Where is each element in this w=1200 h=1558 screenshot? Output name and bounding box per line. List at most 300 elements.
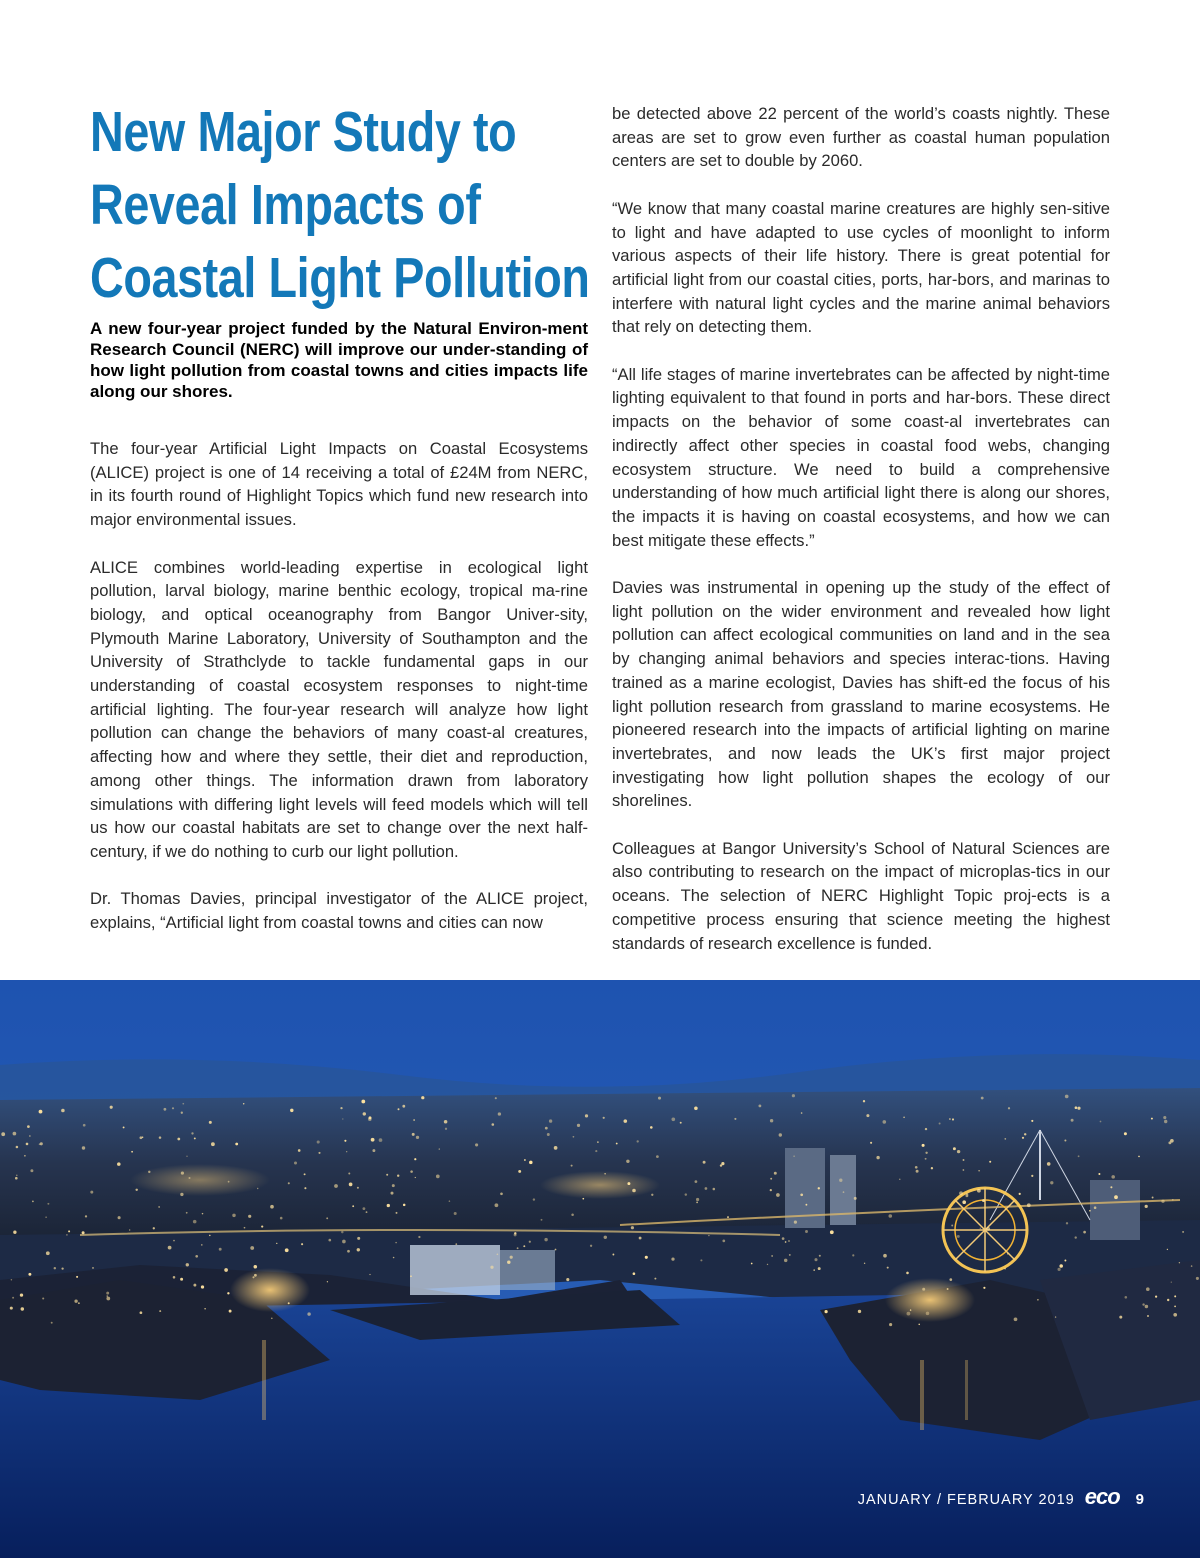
city-light	[123, 1126, 125, 1128]
city-light	[445, 1128, 447, 1130]
city-light	[39, 1143, 41, 1145]
city-light	[883, 1254, 887, 1258]
city-light	[1182, 1231, 1184, 1233]
city-light	[1, 1132, 5, 1136]
city-light	[495, 1203, 499, 1207]
city-light	[495, 1097, 497, 1099]
city-light	[211, 1142, 215, 1146]
city-light	[545, 1127, 548, 1130]
city-light	[1146, 1287, 1150, 1291]
city-light	[82, 1146, 85, 1149]
city-light	[372, 1149, 375, 1152]
city-light	[202, 1213, 204, 1215]
city-light	[1145, 1205, 1148, 1208]
body-paragraph: “We know that many coastal marine creatures are highly sen-sitive to light and have adapted to use cycles of moonlight to inform various aspects of their life history. There is great potential for artificial light from our coastal cities, ports, har-bors, and marinas to interfere with natural light cycles and the marine animal behaviors that rely on detecting them.	[612, 198, 1110, 337]
city-light	[949, 1118, 951, 1120]
city-light	[395, 1242, 396, 1243]
city-light	[349, 1183, 353, 1187]
city-light	[918, 1324, 919, 1325]
city-light	[1004, 1138, 1006, 1140]
city-light	[541, 1219, 543, 1221]
city-light	[13, 1231, 16, 1234]
city-light	[92, 1267, 94, 1269]
city-light	[571, 1165, 573, 1167]
city-light	[209, 1121, 212, 1124]
body-paragraph: “All life stages of marine invertebrates can be affected by night-time lighting equivalent to that found in ports and har-bors. These direct impacts on the behavior of some coast-al invertebrates can indirectly affect other species in coastal food webs, changing ecosystem structure. We need to build a comprehensive understanding of how much artificial light there is along our shores, the impacts it is having on coastal ecosystems, and how we can best mitigate these effects.”	[612, 364, 1110, 550]
city-light	[1077, 1107, 1080, 1110]
city-light	[28, 1273, 31, 1276]
city-light	[1174, 1295, 1176, 1297]
city-light	[770, 1119, 773, 1122]
city-light	[645, 1256, 648, 1259]
city-light	[887, 1267, 889, 1269]
city-light	[705, 1187, 708, 1190]
city-light	[656, 1155, 659, 1158]
city-light	[61, 1267, 63, 1269]
city-light	[922, 1288, 925, 1291]
city-light	[779, 1133, 782, 1136]
city-light	[819, 1255, 821, 1257]
city-light	[1172, 1199, 1173, 1200]
city-light	[839, 1179, 842, 1182]
city-light	[379, 1138, 383, 1142]
city-light	[680, 1122, 682, 1124]
city-light	[173, 1276, 176, 1279]
city-light	[758, 1104, 761, 1107]
city-light	[492, 1123, 495, 1126]
city-light	[13, 1132, 17, 1136]
city-light	[590, 1245, 592, 1247]
city-light	[1163, 1116, 1166, 1119]
city-light	[805, 1204, 807, 1206]
city-light	[1078, 1155, 1080, 1157]
city-light	[414, 1158, 416, 1160]
city-light	[685, 1193, 687, 1195]
city-light	[1057, 1268, 1060, 1271]
city-light	[1022, 1137, 1024, 1139]
city-light	[1138, 1156, 1140, 1158]
city-light	[854, 1197, 857, 1200]
city-light	[455, 1243, 457, 1245]
city-light	[524, 1159, 526, 1161]
city-light	[201, 1285, 204, 1288]
city-light	[939, 1123, 941, 1125]
city-light	[639, 1237, 642, 1240]
city-light	[229, 1310, 232, 1313]
city-light	[784, 1259, 787, 1262]
city-light	[703, 1161, 706, 1164]
city-light	[1100, 1121, 1102, 1123]
city-light	[140, 1136, 143, 1139]
city-light	[1098, 1173, 1100, 1175]
city-light	[1024, 1133, 1026, 1135]
city-light	[30, 1169, 33, 1172]
city-light	[186, 1156, 187, 1157]
city-light	[74, 1300, 77, 1303]
city-light	[566, 1278, 569, 1281]
city-light	[148, 1171, 150, 1173]
city-light	[181, 1172, 184, 1175]
city-light	[696, 1198, 699, 1201]
city-light	[1064, 1260, 1066, 1262]
city-light	[926, 1312, 930, 1316]
city-light	[554, 1146, 558, 1150]
city-light	[294, 1162, 297, 1165]
city-light	[962, 1200, 966, 1204]
city-light	[371, 1138, 375, 1142]
city-light	[1147, 1315, 1149, 1317]
city-light	[517, 1247, 519, 1249]
city-light	[186, 1263, 189, 1266]
city-light	[980, 1228, 981, 1229]
city-light	[633, 1272, 636, 1275]
city-light	[794, 1221, 797, 1224]
city-light	[180, 1278, 183, 1281]
city-light	[344, 1140, 346, 1142]
city-light	[696, 1202, 698, 1204]
city-light	[26, 1143, 29, 1146]
city-light	[818, 1267, 821, 1270]
city-light	[129, 1229, 130, 1230]
city-light	[949, 1278, 952, 1281]
city-light	[357, 1248, 360, 1251]
city-light	[734, 1118, 736, 1120]
city-light	[1173, 1313, 1177, 1317]
city-light	[201, 1244, 203, 1246]
city-light	[983, 1287, 985, 1289]
city-light	[224, 1268, 228, 1272]
city-light	[1064, 1139, 1066, 1141]
city-light	[922, 1144, 925, 1147]
city-light	[421, 1096, 424, 1099]
city-light	[397, 1175, 399, 1177]
city-light	[870, 1142, 872, 1144]
city-light	[1031, 1120, 1033, 1122]
city-light	[396, 1212, 398, 1214]
city-light	[549, 1119, 552, 1122]
city-light	[204, 1308, 205, 1309]
city-light	[529, 1241, 531, 1243]
city-light	[1142, 1303, 1144, 1305]
city-light	[261, 1226, 263, 1228]
city-light	[1027, 1203, 1031, 1207]
city-light	[722, 1240, 725, 1243]
city-light	[1083, 1231, 1086, 1234]
body-paragraph: be detected above 22 percent of the world’s coasts nightly. These areas are set to grow even further as coastal human population centers are set to double by 2060.	[612, 104, 1110, 171]
city-light	[361, 1100, 365, 1104]
city-light	[788, 1240, 790, 1242]
city-light	[189, 1177, 191, 1179]
headline-line: Coastal Light Pollution	[90, 246, 590, 310]
city-light	[1164, 1120, 1167, 1123]
city-light	[627, 1182, 630, 1185]
city-light	[1007, 1253, 1008, 1254]
city-light	[285, 1248, 289, 1252]
city-light	[454, 1212, 457, 1215]
city-light	[327, 1281, 328, 1282]
city-light	[83, 1124, 86, 1127]
city-light	[418, 1236, 420, 1238]
city-light	[800, 1193, 803, 1196]
city-light	[392, 1184, 395, 1187]
city-light	[510, 1256, 513, 1259]
city-light	[1167, 1249, 1168, 1250]
city-light	[439, 1148, 440, 1149]
city-light	[1161, 1200, 1164, 1203]
city-light	[219, 1248, 222, 1251]
city-light	[624, 1119, 628, 1123]
city-light	[925, 1158, 927, 1160]
city-light	[21, 1307, 24, 1310]
city-light	[235, 1143, 238, 1146]
city-light	[544, 1238, 547, 1241]
city-light	[10, 1307, 13, 1310]
city-light	[181, 1112, 183, 1114]
city-light	[304, 1173, 306, 1175]
city-light	[910, 1309, 911, 1310]
city-light	[899, 1179, 900, 1180]
city-light	[986, 1227, 990, 1231]
page-footer	[858, 1484, 1144, 1510]
city-light	[963, 1169, 965, 1171]
city-light	[449, 1200, 451, 1202]
headline-line: New Major Study to	[90, 100, 517, 164]
city-light	[889, 1214, 893, 1218]
city-light	[1094, 1206, 1097, 1209]
city-light	[931, 1167, 933, 1169]
city-light	[978, 1170, 979, 1171]
city-light	[298, 1149, 301, 1152]
city-light	[603, 1117, 605, 1119]
city-light	[76, 1276, 78, 1278]
body-paragraph: Colleagues at Bangor University’s School of Natural Sciences are also contributing to research on the impact of microplas-tics in our oceans. The selection of NERC Highlight Topic proj-ects is a competitive process ensuring that science meeting the highest standards of research excellence is funded.	[612, 838, 1110, 953]
city-light	[1014, 1317, 1018, 1321]
city-light	[771, 1255, 772, 1256]
city-light	[573, 1136, 575, 1138]
city-light	[159, 1310, 161, 1312]
city-light	[597, 1141, 599, 1143]
city-light	[436, 1175, 440, 1179]
city-light	[727, 1216, 729, 1218]
city-light	[825, 1310, 828, 1313]
article-headline	[90, 96, 590, 315]
city-light	[195, 1255, 198, 1258]
city-light	[90, 1191, 93, 1194]
city-light	[415, 1177, 416, 1178]
city-light	[410, 1275, 412, 1277]
city-light	[68, 1230, 70, 1232]
issue-date: JANUARY / FEBRUARY 2019	[857, 1492, 1075, 1508]
city-light	[925, 1152, 927, 1154]
city-light	[951, 1225, 953, 1227]
city-light	[774, 1172, 777, 1175]
city-light	[965, 1194, 968, 1197]
city-light	[916, 1170, 919, 1173]
city-light	[523, 1245, 525, 1247]
city-light	[571, 1213, 574, 1216]
city-light	[1174, 1306, 1176, 1308]
city-light	[612, 1254, 614, 1256]
city-light	[793, 1155, 794, 1156]
city-light	[118, 1216, 121, 1219]
city-light	[1110, 1186, 1112, 1188]
city-light	[348, 1173, 350, 1175]
city-light	[254, 1274, 257, 1277]
city-light	[254, 1265, 258, 1269]
city-light	[1089, 1210, 1091, 1212]
city-light	[782, 1237, 785, 1240]
article-lead: A new four-year project funded by the Natural Environ-ment Research Council (NERC) will improve our under-standing of how light pollution from coastal towns and cities impacts life along our shores.	[90, 319, 588, 401]
city-light	[341, 1231, 343, 1233]
city-light	[288, 1302, 290, 1304]
city-light	[352, 1205, 354, 1207]
city-light	[1111, 1175, 1115, 1179]
city-light	[403, 1204, 406, 1207]
magazine-logo: eco	[1084, 1484, 1120, 1509]
city-light	[243, 1103, 244, 1104]
city-light	[1031, 1175, 1033, 1177]
city-light	[271, 1317, 273, 1319]
city-light	[209, 1235, 211, 1237]
right-column	[612, 102, 1110, 955]
city-light	[1050, 1181, 1053, 1184]
city-light	[700, 1259, 702, 1261]
city-light	[1170, 1139, 1174, 1143]
city-light	[39, 1110, 43, 1114]
city-light	[153, 1227, 155, 1229]
city-light	[51, 1322, 53, 1324]
city-light	[792, 1094, 795, 1097]
city-light	[164, 1108, 167, 1111]
city-light	[244, 1227, 246, 1229]
city-light	[490, 1266, 493, 1269]
city-light	[186, 1212, 188, 1214]
body-paragraph: Dr. Thomas Davies, principal investigator of the ALICE project, explains, “Artificial light from coastal towns and cities can now	[90, 889, 588, 933]
city-light	[785, 1241, 787, 1243]
city-light	[533, 1198, 535, 1200]
city-light	[626, 1160, 629, 1163]
city-light	[346, 1151, 347, 1152]
city-light	[42, 1297, 44, 1299]
city-light	[876, 1156, 879, 1159]
city-light	[805, 1230, 808, 1233]
city-light	[514, 1233, 517, 1236]
city-light	[925, 1128, 927, 1130]
city-light	[813, 1269, 815, 1271]
city-light	[27, 1125, 30, 1128]
city-light	[326, 1217, 328, 1219]
city-light	[863, 1100, 865, 1102]
city-light	[317, 1140, 320, 1143]
city-light	[658, 1097, 661, 1100]
city-light	[270, 1205, 274, 1209]
city-light	[280, 1217, 283, 1220]
city-light	[637, 1140, 639, 1142]
city-light	[78, 1302, 80, 1304]
city-light	[366, 1211, 368, 1213]
city-light	[182, 1103, 184, 1105]
city-light	[357, 1237, 360, 1240]
city-light	[393, 1257, 395, 1259]
city-light	[713, 1188, 716, 1191]
city-light	[301, 1243, 303, 1245]
city-light	[1075, 1106, 1078, 1109]
city-light	[1196, 1277, 1199, 1280]
city-light	[814, 1258, 817, 1261]
city-light	[866, 1114, 869, 1117]
city-light	[16, 1146, 19, 1149]
city-light	[953, 1147, 956, 1150]
city-light	[347, 1250, 350, 1253]
city-light	[1004, 1268, 1005, 1269]
city-light	[158, 1206, 159, 1207]
city-light	[1191, 1265, 1193, 1267]
headline-line: Reveal Impacts of	[90, 173, 481, 237]
city-light	[952, 1118, 954, 1120]
city-light	[334, 1184, 338, 1188]
city-light	[172, 1107, 174, 1109]
city-light	[632, 1189, 636, 1193]
city-light	[32, 1201, 34, 1203]
city-light	[671, 1257, 674, 1260]
city-light	[107, 1295, 108, 1296]
city-light	[1055, 1316, 1056, 1317]
city-light	[1059, 1264, 1063, 1268]
city-light	[402, 1105, 405, 1108]
city-light	[801, 1112, 803, 1114]
city-light	[518, 1170, 521, 1173]
city-light	[751, 1263, 753, 1265]
city-light	[369, 1116, 372, 1119]
city-light	[318, 1152, 320, 1154]
city-light	[497, 1253, 499, 1255]
city-light	[1167, 1299, 1169, 1301]
city-light	[858, 1310, 861, 1313]
city-light	[695, 1180, 698, 1183]
city-light	[654, 1278, 656, 1280]
city-light	[1075, 1236, 1077, 1238]
city-light	[416, 1136, 419, 1139]
city-light	[168, 1246, 172, 1250]
city-light	[889, 1323, 892, 1326]
city-light	[232, 1214, 235, 1217]
city-light	[1152, 1197, 1154, 1199]
body-paragraph: The four-year Artificial Light Impacts on Coastal Ecosystems (ALICE) project is one of 14 receiving a total of £24M from NERC, in its fourth round of Highlight Topics which fund new research into major environmental issues.	[90, 439, 588, 530]
city-light	[770, 1189, 772, 1191]
city-light	[604, 1236, 607, 1239]
city-light	[616, 1143, 618, 1145]
city-light	[500, 1192, 503, 1195]
city-light	[843, 1191, 845, 1193]
city-light	[106, 1297, 110, 1301]
city-light	[47, 1203, 49, 1205]
city-light	[1066, 1222, 1068, 1224]
city-light	[507, 1260, 510, 1263]
city-light	[631, 1226, 634, 1229]
city-light	[767, 1264, 768, 1265]
city-light	[398, 1108, 400, 1110]
city-light	[117, 1162, 121, 1166]
city-light	[24, 1155, 26, 1157]
city-light	[16, 1174, 18, 1176]
city-light	[720, 1164, 722, 1166]
city-light	[288, 1182, 290, 1184]
city-light	[228, 1181, 230, 1183]
city-light	[386, 1174, 388, 1176]
city-light	[177, 1138, 180, 1141]
city-light	[307, 1312, 310, 1315]
city-light	[159, 1136, 162, 1139]
